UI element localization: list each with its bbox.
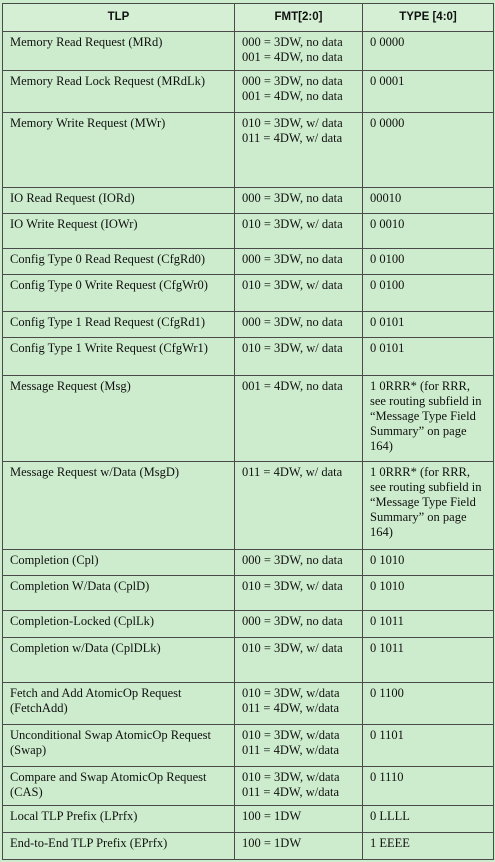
fmt-cell	[235, 70, 363, 112]
fmt-line: 011 = 4DW, w/data	[242, 784, 340, 799]
header-row	[3, 4, 494, 32]
fmt-line: 011 = 4DW, w/data	[242, 700, 340, 715]
fmt-line: 010 = 3DW, w/ data	[242, 340, 343, 355]
table-row	[3, 549, 494, 575]
fmt-line: 011 = 4DW, w/ data	[242, 464, 343, 479]
table-row	[3, 188, 494, 214]
fmt-cell	[235, 832, 363, 859]
fmt-cell	[235, 724, 363, 766]
tlp-cell: Memory Write Request (MWr)	[3, 112, 235, 187]
fmt-cell	[235, 188, 363, 214]
fmt-cell	[235, 112, 363, 187]
fmt-line: 000 = 3DW, no data	[242, 73, 343, 88]
table-row	[3, 806, 494, 832]
table-row	[3, 32, 494, 71]
fmt-line: 001 = 4DW, no data	[242, 50, 343, 64]
type-cell: 0 0101	[363, 311, 494, 337]
fmt-line: 001 = 4DW, no data	[242, 378, 343, 393]
fmt-cell	[235, 806, 363, 832]
type-cell: 1 EEEE	[363, 832, 494, 859]
fmt-cell	[235, 637, 363, 682]
fmt-cell	[235, 311, 363, 337]
type-cell: 0 0100	[363, 248, 494, 274]
header-tlp: TLP	[3, 4, 235, 32]
type-cell: 0 0001	[363, 70, 494, 112]
fmt-line: 000 = 3DW, no data	[242, 314, 343, 329]
fmt-cell	[235, 766, 363, 806]
tlp-cell: Message Request w/Data (MsgD)	[3, 461, 235, 549]
tlp-cell: Config Type 0 Read Request (CfgRd0)	[3, 248, 235, 274]
type-cell: 0 1011	[363, 611, 494, 637]
type-cell: 1 0RRR* (for RRR, see routing subfield in “Message Type Field Summary” on page 164)	[363, 375, 494, 461]
tlp-type-table	[2, 3, 494, 860]
tlp-cell: Compare and Swap AtomicOp Request (CAS)	[3, 766, 235, 806]
table-row	[3, 275, 494, 312]
fmt-line: 010 = 3DW, w/data	[242, 769, 340, 784]
fmt-cell	[235, 611, 363, 637]
table-row	[3, 311, 494, 337]
table-body	[3, 32, 494, 860]
tlp-cell: Config Type 1 Read Request (CfgRd1)	[3, 311, 235, 337]
tlp-cell: Unconditional Swap AtomicOp Request (Swap)	[3, 724, 235, 766]
fmt-line: 011 = 4DW, w/data	[242, 742, 340, 757]
fmt-line: 100 = 1DW	[242, 809, 302, 824]
table-row	[3, 461, 494, 549]
fmt-line: 010 = 3DW, w/ data	[242, 115, 343, 130]
type-cell: 0 1010	[363, 575, 494, 611]
tlp-cell: Config Type 1 Write Request (CfgWr1)	[3, 337, 235, 375]
fmt-cell	[235, 337, 363, 375]
fmt-line: 011 = 4DW, w/ data	[242, 130, 343, 145]
tlp-cell: Memory Read Lock Request (MRdLk)	[3, 70, 235, 112]
table-row	[3, 337, 494, 375]
table-row	[3, 682, 494, 724]
tlp-cell: Completion-Locked (CplLk)	[3, 611, 235, 637]
fmt-cell	[235, 461, 363, 549]
type-cell: 0 1011	[363, 637, 494, 682]
type-cell: 0 0101	[363, 337, 494, 375]
header-fmt: FMT[2:0]	[235, 4, 363, 32]
type-cell: 0 0010	[363, 214, 494, 249]
table-row	[3, 766, 494, 806]
tlp-cell: Local TLP Prefix (LPrfx)	[3, 806, 235, 832]
type-cell: 0 0000	[363, 32, 494, 71]
tlp-cell: Fetch and Add AtomicOp Request (FetchAdd)	[3, 682, 235, 724]
type-cell: 0 0100	[363, 275, 494, 312]
table-row	[3, 70, 494, 112]
type-cell: 0 LLLL	[363, 806, 494, 832]
table-row	[3, 214, 494, 249]
tlp-cell: Memory Read Request (MRd)	[3, 32, 235, 71]
tlp-cell: Message Request (Msg)	[3, 375, 235, 461]
fmt-line: 010 = 3DW, w/ data	[242, 640, 343, 655]
table-row	[3, 575, 494, 611]
fmt-line: 010 = 3DW, w/data	[242, 685, 340, 700]
tlp-cell: Completion w/Data (CplDLk)	[3, 637, 235, 682]
tlp-cell: Config Type 0 Write Request (CfgWr0)	[3, 275, 235, 312]
table-row	[3, 637, 494, 682]
type-cell: 0 1100	[363, 682, 494, 724]
fmt-line: 000 = 3DW, no data	[242, 35, 343, 49]
fmt-line: 010 = 3DW, w/ data	[242, 578, 343, 593]
type-cell: 0 1110	[363, 766, 494, 806]
table-row	[3, 248, 494, 274]
table-row	[3, 112, 494, 187]
fmt-line: 000 = 3DW, no data	[242, 552, 343, 567]
fmt-line: 010 = 3DW, w/ data	[242, 278, 343, 293]
table-row	[3, 724, 494, 766]
tlp-cell: Completion (Cpl)	[3, 549, 235, 575]
fmt-line: 100 = 1DW	[242, 835, 302, 850]
type-cell: 0 1101	[363, 724, 494, 766]
tlp-cell: IO Read Request (IORd)	[3, 188, 235, 214]
fmt-line: 010 = 3DW, w/data	[242, 727, 340, 742]
fmt-cell	[235, 248, 363, 274]
fmt-cell	[235, 375, 363, 461]
type-cell: 1 0RRR* (for RRR, see routing subfield in “Message Type Field Summary” on page 164)	[363, 461, 494, 549]
table-row	[3, 611, 494, 637]
fmt-cell	[235, 549, 363, 575]
table-row	[3, 832, 494, 859]
fmt-line: 001 = 4DW, no data	[242, 88, 343, 103]
header-type: TYPE [4:0]	[363, 4, 494, 32]
fmt-line: 010 = 3DW, w/ data	[242, 217, 343, 232]
fmt-line: 000 = 3DW, no data	[242, 614, 343, 629]
fmt-line: 000 = 3DW, no data	[242, 251, 343, 266]
fmt-cell	[235, 682, 363, 724]
table-row	[3, 375, 494, 461]
fmt-cell	[235, 32, 363, 71]
fmt-cell	[235, 575, 363, 611]
fmt-line: 000 = 3DW, no data	[242, 191, 343, 206]
fmt-cell	[235, 275, 363, 312]
tlp-cell: Completion W/Data (CplD)	[3, 575, 235, 611]
type-cell: 0 1010	[363, 549, 494, 575]
type-cell: 00010	[363, 188, 494, 214]
fmt-cell	[235, 214, 363, 249]
type-cell: 0 0000	[363, 112, 494, 187]
tlp-cell: End-to-End TLP Prefix (EPrfx)	[3, 832, 235, 859]
tlp-cell: IO Write Request (IOWr)	[3, 214, 235, 249]
